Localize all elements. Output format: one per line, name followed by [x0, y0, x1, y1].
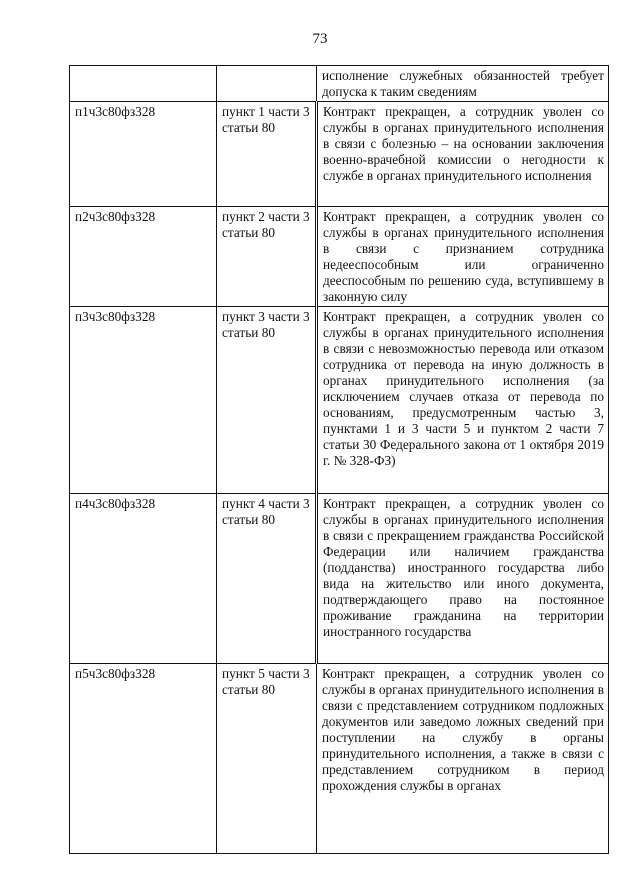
ground-cell — [217, 66, 317, 102]
ground-cell: пункт 4 части 3 статьи 80 — [217, 494, 317, 664]
code-cell — [70, 66, 217, 102]
description-cell: Контракт прекращен, а сотрудник уволен со службы в органах принудительного исполнения в связи с представлением сотрудником подложных документов или заведомо ложных сведений при поступлении на службу в органы принудительного исполнения, а также в связи с представлением сотрудником в период прохождения службы в органах — [317, 664, 609, 854]
description-cell: Контракт прекращен, а сотрудник уволен со службы в органах принудительного исполнения в связи с невозможностью перевода или отказом сотрудника от перевода на иную должность в органах принудительного исполнения (за исключением случаев отказа от перевода по основаниям, предусмотренным частью 3, пунктами 1 и 3 части 5 и пунктом 2 части 7 статьи 30 Федерального закона от 1 октября 2019 г. № 328-ФЗ) — [317, 307, 609, 494]
dismissal-grounds-table — [69, 65, 609, 854]
table-row — [70, 494, 609, 664]
code-cell: п2ч3с80фз328 — [70, 207, 217, 307]
table-row — [70, 207, 609, 307]
table-row — [70, 66, 609, 102]
table-row — [70, 664, 609, 854]
ground-cell: пункт 5 части 3 статьи 80 — [217, 664, 317, 854]
ground-cell: пункт 3 части 3 статьи 80 — [217, 307, 317, 494]
ground-cell: пункт 1 части 3 статьи 80 — [217, 102, 317, 207]
description-cell: Контракт прекращен, а сотрудник уволен со службы в органах принудительного исполнения в связи с прекращением гражданства Российской Федерации или наличием гражданства (подданства) иностранного государства либо вида на жительство или иного документа, подтверждающего право на постоянное проживание гражданина на территории иностранного государства — [317, 494, 609, 664]
table-row — [70, 307, 609, 494]
code-cell: п4ч3с80фз328 — [70, 494, 217, 664]
code-cell: п3ч3с80фз328 — [70, 307, 217, 494]
code-cell: п1ч3с80фз328 — [70, 102, 217, 207]
description-cell: Контракт прекращен, а сотрудник уволен со службы в органах принудительного исполнения в связи с признанием сотрудника недееспособным или ограниченно дееспособным по решению суда, вступившему в законную силу — [317, 207, 609, 307]
description-cell: исполнение служебных обязанностей требует допуска к таким сведениям — [317, 66, 609, 102]
code-cell: п5ч3с80фз328 — [70, 664, 217, 854]
table-row — [70, 102, 609, 207]
page-number: 73 — [312, 31, 328, 47]
description-cell: Контракт прекращен, а сотрудник уволен со службы в органах принудительного исполнения в связи с болезнью – на основании заключения военно-врачебной комиссии о негодности к службе в органах принудительного исполнения — [317, 102, 609, 207]
ground-cell: пункт 2 части 3 статьи 80 — [217, 207, 317, 307]
